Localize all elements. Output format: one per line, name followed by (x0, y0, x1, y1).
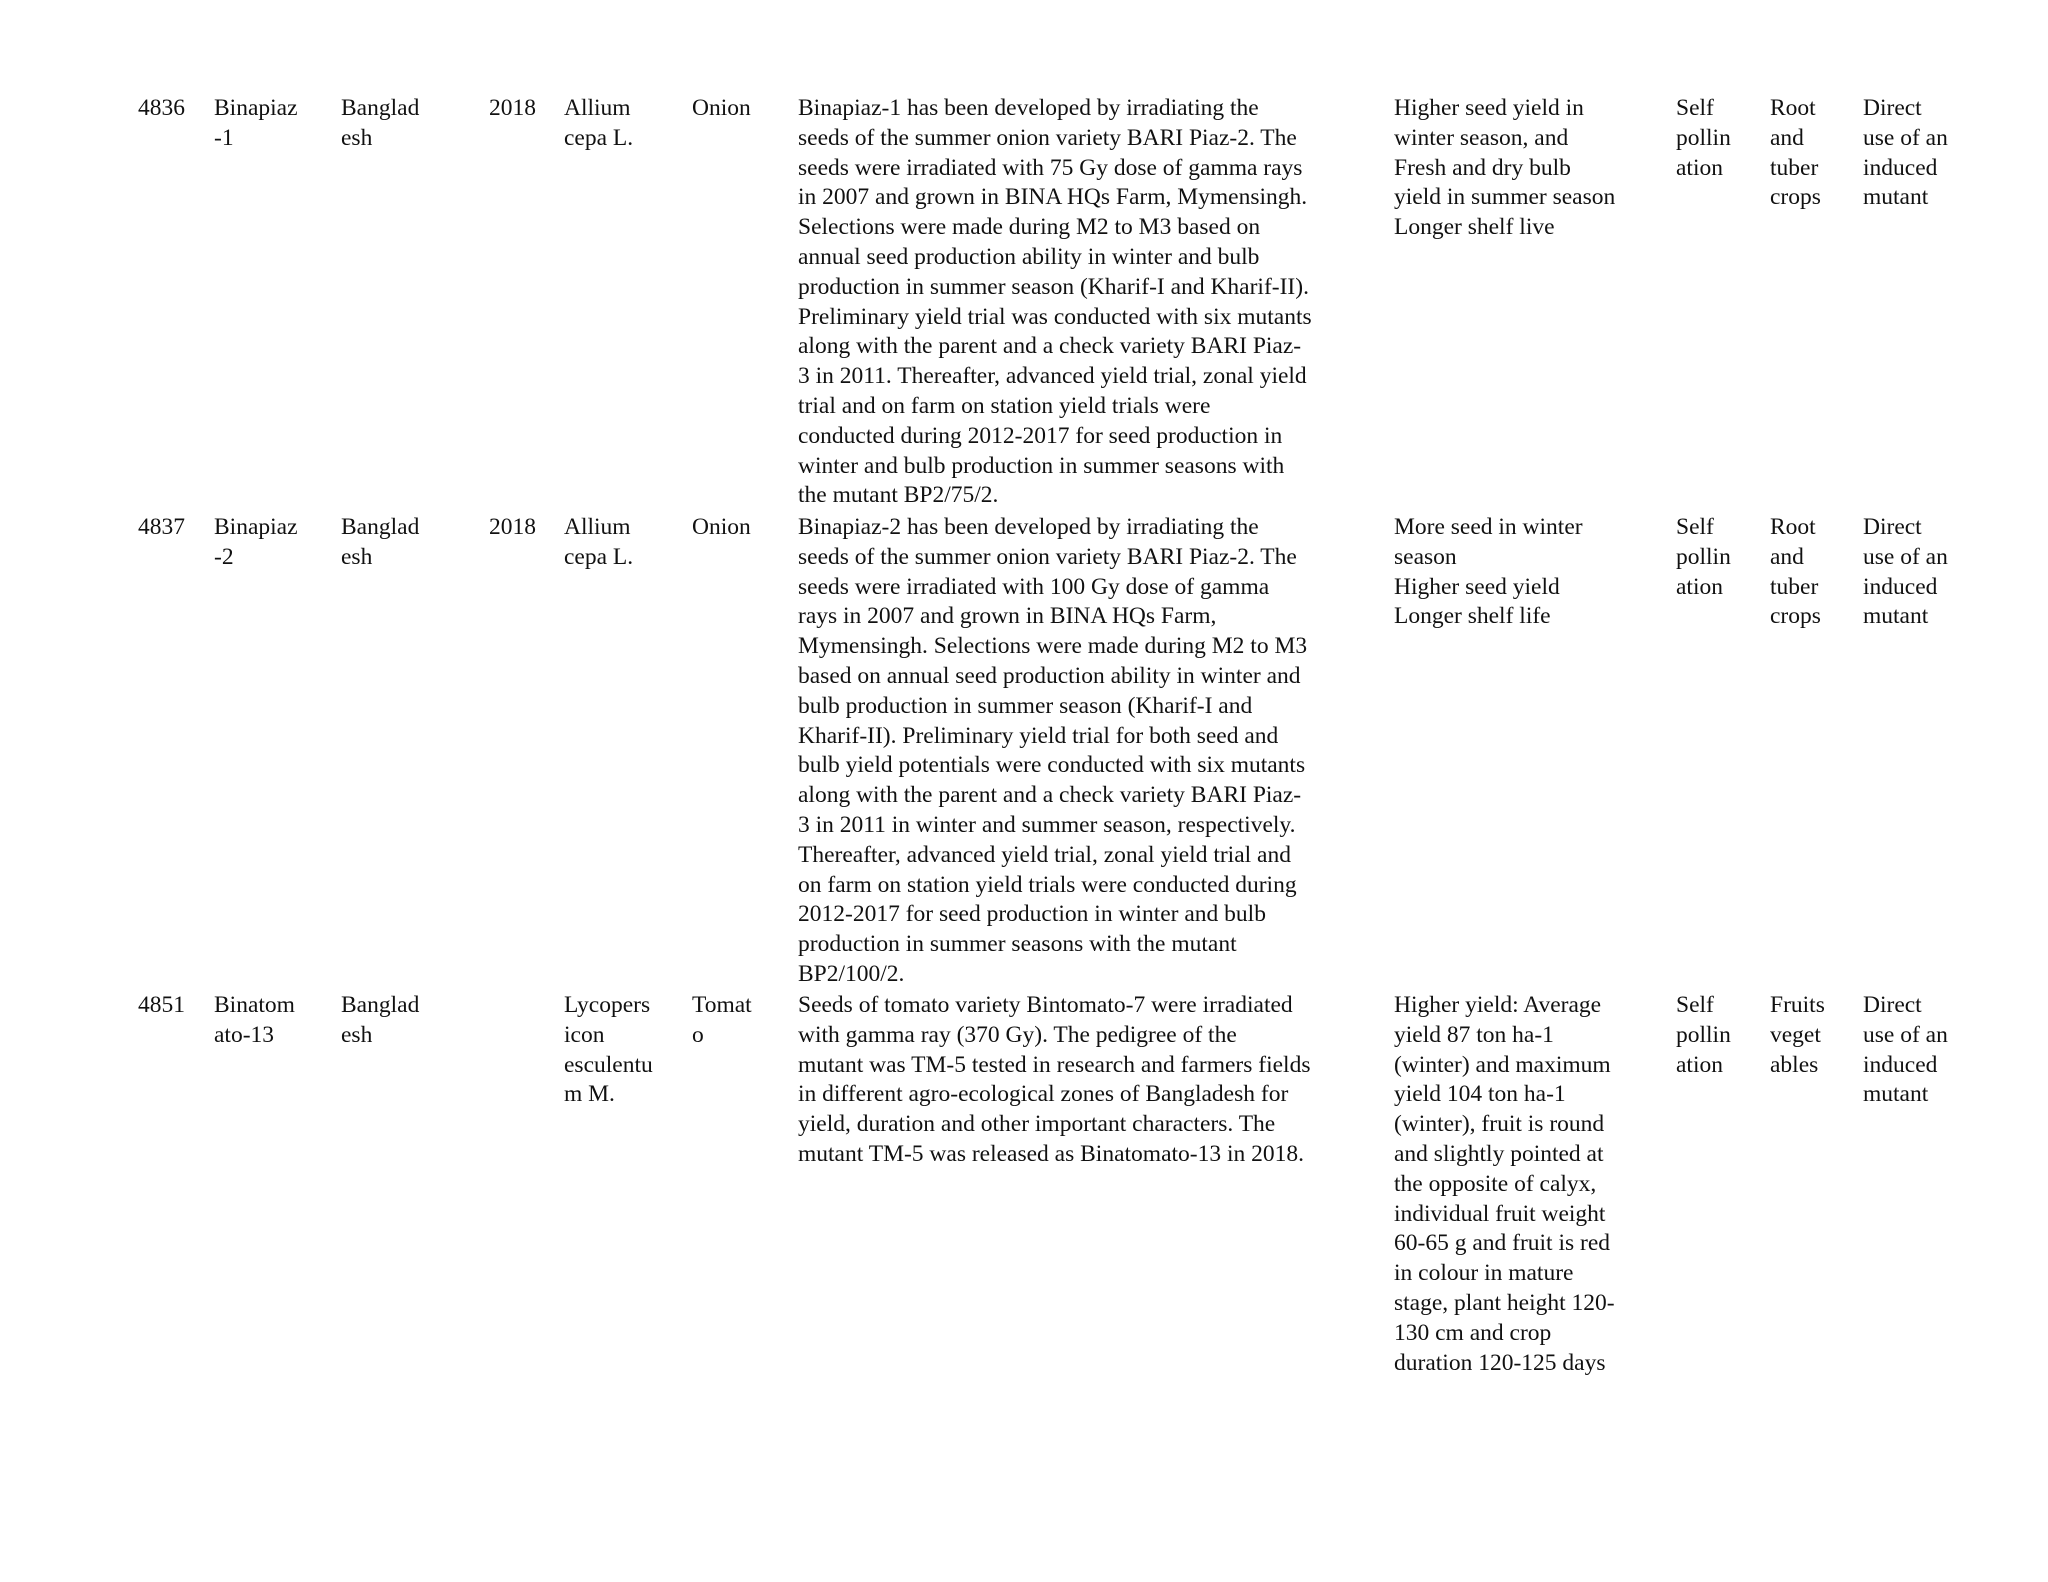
mutant-use: Direct use of an induced mutant (1863, 514, 1948, 630)
main-characters: More seed in winter season Higher seed yield Longer shelf life (1394, 514, 1583, 630)
country: Banglad esh (341, 95, 420, 151)
release-year: 2018 (489, 95, 536, 121)
description: Binapiaz-1 has been developed by irradiating the seeds of the summer onion variety BARI Piaz-2. The seeds were irradiated with 75 Gy dose of gamma rays in 2007 and grown in BINA HQs Farm, Mymensingh. Selections were made during M2 to M3 based on annual seed production ability in winter and bulb production in summer season (Kharif-I and Kharif-II). Preliminary yield trial was conducted with six mutants along with the parent and a check variety BARI Piaz- 3 in 2011. Thereafter, advanced yield trial, zonal yield trial and on farm on station yield trials were conducted during 2012-2017 for seed production in winter and bulb production in summer seasons with the mutant BP2/75/2. (798, 95, 1312, 509)
variety-name: Binapiaz -2 (214, 514, 298, 570)
crop-group: Root and tuber crops (1770, 514, 1821, 630)
common-name: Onion (692, 95, 751, 121)
main-characters: Higher yield: Average yield 87 ton ha-1 (winter) and maximum yield 104 ton ha-1 (winter), fruit is round and slightly pointed at the opposite of calyx, individual fruit weight 60-65 g and fruit is red in colour in mature stage, plant height 120- 130 cm and crop duration 120-125 days (1394, 992, 1615, 1376)
common-name: Onion (692, 514, 751, 540)
country: Banglad esh (341, 992, 420, 1048)
release-year: 2018 (489, 514, 536, 540)
pollination: Self pollin ation (1676, 95, 1731, 181)
latin-name: Allium cepa L. (564, 514, 634, 570)
description: Binapiaz-2 has been developed by irradiating the seeds of the summer onion variety BARI Piaz-2. The seeds were irradiated with 100 Gy dose of gamma rays in 2007 and grown in BINA HQs Farm, Mymensingh. Selections were made during M2 to M3 based on annual seed production ability in winter and bulb production in summer season (Kharif-I and Kharif-II). Preliminary yield trial for both seed and bulb yield potentials were conducted with six mutants along with the parent and a check variety BARI Piaz- 3 in 2011 in winter and summer season, respectively. Thereafter, advanced yield trial, zonal yield trial and on farm on station yield trials were conducted during 2012-2017 for seed production in winter and bulb production in summer seasons with the mutant BP2/100/2. (798, 514, 1308, 987)
mutant-id: 4851 (138, 992, 185, 1018)
latin-name: Lycopers icon esculentu m M. (564, 992, 653, 1108)
crop-group: Root and tuber crops (1770, 95, 1821, 211)
description: Seeds of tomato variety Bintomato-7 were irradiated with gamma ray (370 Gy). The pedigree of the mutant was TM-5 tested in research and farmers fields in different agro-ecological zones of Bangladesh for yield, duration and other important characters. The mutant TM-5 was released as Binatomato-13 in 2018. (798, 992, 1311, 1167)
crop-group: Fruits veget ables (1770, 992, 1825, 1078)
variety-name: Binatom ato-13 (214, 992, 295, 1048)
main-characters: Higher seed yield in winter season, and Fresh and dry bulb yield in summer season Longer shelf live (1394, 95, 1616, 241)
common-name: Tomat o (692, 992, 752, 1048)
pollination: Self pollin ation (1676, 992, 1731, 1078)
mutant-id: 4836 (138, 95, 185, 121)
country: Banglad esh (341, 514, 420, 570)
latin-name: Allium cepa L. (564, 95, 634, 151)
mutant-use: Direct use of an induced mutant (1863, 95, 1948, 211)
mutant-use: Direct use of an induced mutant (1863, 992, 1948, 1108)
variety-name: Binapiaz -1 (214, 95, 298, 151)
pollination: Self pollin ation (1676, 514, 1731, 600)
mutant-id: 4837 (138, 514, 185, 540)
